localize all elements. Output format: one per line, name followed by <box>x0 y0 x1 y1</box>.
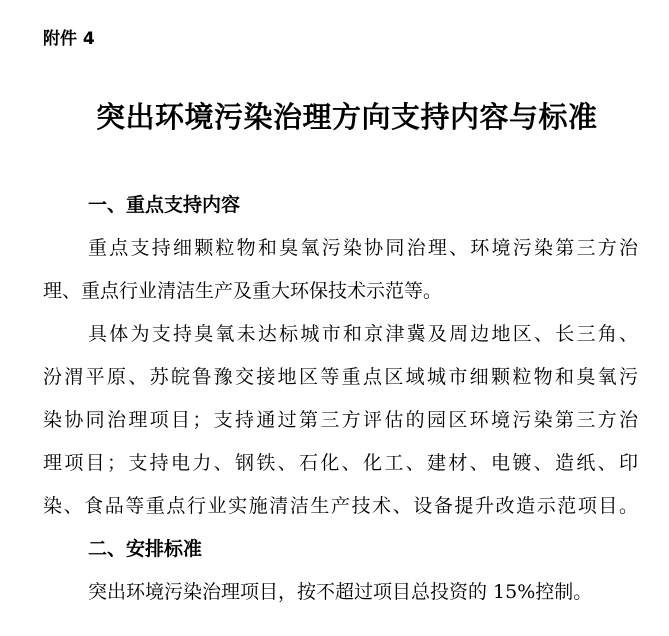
section1-heading: 一、重点支持内容 <box>88 194 241 216</box>
section1-paragraph2-line3: 染协同治理项目；支持通过第三方评估的园区环境污染第三方治 <box>43 409 638 431</box>
section2-heading: 二、安排标准 <box>88 538 203 560</box>
section1-paragraph2-line4: 理项目；支持电力、钢铁、石化、化工、建材、电镀、造纸、印 <box>43 452 638 474</box>
section1-paragraph2-line5: 染、食品等重点行业实施清洁生产技术、设备提升改造示范项目。 <box>43 495 638 517</box>
section1-paragraph1-line2: 理、重点行业清洁生产及重大环保技术示范等。 <box>43 280 443 302</box>
section1-paragraph2-line2: 汾渭平原、苏皖鲁豫交接地区等重点区域城市细颗粒物和臭氧污 <box>43 366 638 388</box>
section1-paragraph2-line1: 具体为支持臭氧未达标城市和京津冀及周边地区、长三角、 <box>88 323 638 345</box>
document-title: 突出环境污染治理方向支持内容与标准 <box>96 100 598 134</box>
attachment-label: 附件 4 <box>43 29 95 49</box>
section2-paragraph-line1: 突出环境污染治理项目，按不超过项目总投资的 15%控制。 <box>88 581 593 603</box>
section1-paragraph1-line1: 重点支持细颗粒物和臭氧污染协同治理、环境污染第三方治 <box>88 237 638 259</box>
